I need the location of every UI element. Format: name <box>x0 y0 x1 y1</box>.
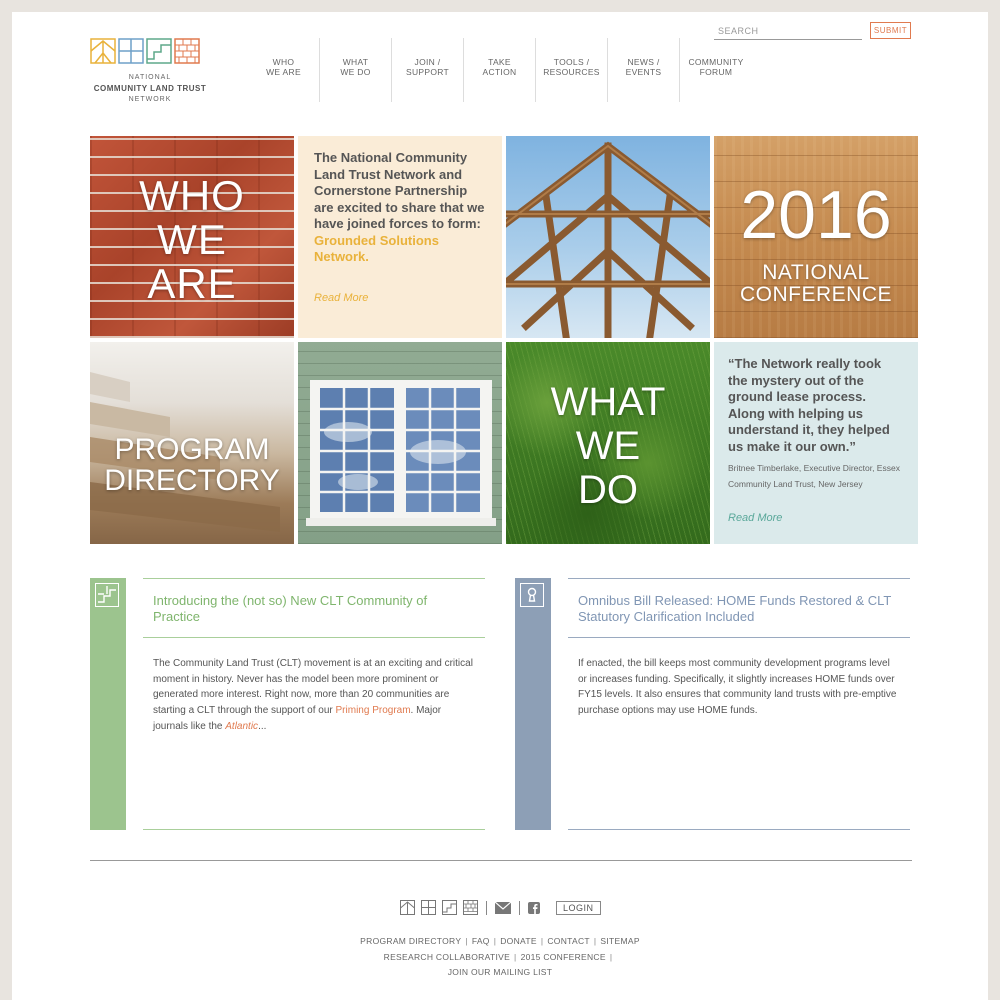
nav-label: WHO <box>272 57 295 67</box>
article-body <box>568 578 910 830</box>
excerpt-text: . Major journals like the <box>153 705 442 732</box>
footer-link-mailing-list[interactable]: JOIN OUR MAILING LIST <box>447 967 553 977</box>
news-highlight: Grounded Solutions Network. <box>314 232 439 264</box>
footer-link-2015-conference[interactable]: 2015 CONFERENCE <box>520 951 606 962</box>
footer-links-row-2 <box>350 950 650 966</box>
footer-divider <box>90 860 912 861</box>
nav-label: SUPPORT <box>405 67 450 77</box>
logo-house-icon <box>90 38 116 64</box>
excerpt-text: The Community Land Trust (CLT) movement is at an exciting and critical moment in history. Never has the model been more prominent or generated more interest. Right now, more than 20 communities are starting a CLT through the support of our <box>153 658 473 717</box>
logo-line-1: NATIONAL <box>128 74 172 81</box>
separator <box>519 901 520 915</box>
tile-text-line: PROGRAM <box>114 433 270 466</box>
separator: | <box>609 951 613 962</box>
nav-item-what-we-do[interactable] <box>320 38 392 102</box>
excerpt-text: ... <box>258 720 267 732</box>
nav-label: NEWS / <box>627 57 660 67</box>
feature-tiles <box>90 136 916 546</box>
separator: | <box>493 936 497 946</box>
tile-text-line: WHO <box>139 172 245 219</box>
window-image <box>298 342 502 544</box>
testimonial-author: Britnee Timberlake, Executive Director, Essex Community Land Trust, New Jersey <box>728 463 900 489</box>
nav-item-tools-resources[interactable] <box>536 38 608 102</box>
atlantic-link[interactable]: Atlantic <box>225 720 259 732</box>
article-title[interactable]: Introducing the (not so) New CLT Community of Practice <box>143 579 485 638</box>
footer-icon-row <box>400 900 601 915</box>
logo-line-2: COMMUNITY LAND TRUST <box>93 84 207 93</box>
tile-text-line: WHAT <box>550 380 666 424</box>
tile-testimonial[interactable] <box>714 342 918 544</box>
testimonial-quote: “The Network really took the mystery out of the ground lease process. Along with helping us understand it, they helped us make it our own.” <box>728 356 890 454</box>
what-we-do-title <box>506 380 710 512</box>
nav-label: TOOLS / <box>553 57 590 67</box>
logo-window-icon <box>118 38 144 64</box>
footer-link-research-collaborative[interactable]: RESEARCH COLLABORATIVE <box>383 951 511 962</box>
nav-label: WE ARE <box>266 67 301 77</box>
tile-program-directory[interactable] <box>90 342 294 544</box>
conference-title <box>714 262 918 306</box>
tile-text-line: DO <box>578 468 638 512</box>
window-icon[interactable] <box>421 900 436 915</box>
footer-link-contact[interactable]: CONTACT <box>547 936 590 946</box>
nav-label: EVENTS <box>625 67 662 77</box>
nav-label: FORUM <box>699 67 733 77</box>
tile-roof-image <box>506 136 710 338</box>
tile-text-line: DIRECTORY <box>104 464 280 497</box>
tile-text-line: WE <box>575 424 641 468</box>
news-text <box>314 150 486 266</box>
tile-window-image <box>298 342 502 544</box>
nav-item-community-forum[interactable] <box>680 38 752 102</box>
separator: | <box>465 936 468 946</box>
logo-line-3: NETWORK <box>128 96 172 103</box>
mail-icon[interactable] <box>495 902 511 914</box>
footer-link-sitemap[interactable]: SITEMAP <box>600 936 640 946</box>
nav-label: COMMUNITY <box>688 57 744 67</box>
house-icon[interactable] <box>400 900 415 915</box>
login-button[interactable]: LOGIN <box>556 901 601 915</box>
logo-icons <box>90 38 210 64</box>
nav-item-join-support[interactable] <box>392 38 464 102</box>
footer-link-faq[interactable]: FAQ <box>471 936 490 946</box>
site-logo[interactable] <box>90 38 210 118</box>
tile-2016-conference[interactable] <box>714 136 918 338</box>
nav-item-news-events[interactable] <box>608 38 680 102</box>
submit-button[interactable]: SUBMIT <box>870 22 911 39</box>
nav-label: TAKE <box>488 57 511 67</box>
roof-trusses-image <box>506 136 710 338</box>
nav-label: WE DO <box>340 67 371 77</box>
article-title[interactable]: Omnibus Bill Released: HOME Funds Restored & CLT Statutory Clarification Included <box>568 579 910 638</box>
article-excerpt: If enacted, the bill keeps most community development programs level or increases funding. Specifically, it slightly increases HOME funds over FY15 levels. It also ensures that community land trusts with pre-emptive purchase options may use HOME funds. <box>578 658 897 717</box>
tile-text-line: ARE <box>147 260 237 307</box>
footer-links-row-1 <box>350 934 650 950</box>
logo-stairs-icon <box>146 38 172 64</box>
page <box>12 12 988 1000</box>
stairs-icon <box>95 583 119 607</box>
footer-links-row-3 <box>350 965 650 981</box>
nav-label: JOIN / <box>414 57 441 67</box>
separator: | <box>514 951 517 962</box>
program-directory-title <box>90 434 294 496</box>
news-body: The National Community Land Trust Network and Cornerstone Partnership are excited to share that we have joined forces to form: <box>314 150 485 231</box>
tile-news-announcement[interactable] <box>298 136 502 338</box>
footer-link-donate[interactable]: DONATE <box>500 936 537 946</box>
keyhole-icon <box>520 583 544 607</box>
tile-who-title <box>90 174 294 306</box>
priming-program-link[interactable]: Priming Program <box>335 705 411 717</box>
footer-links <box>350 934 650 981</box>
article-body <box>143 578 485 830</box>
separator: | <box>540 936 544 946</box>
tile-who-we-are[interactable] <box>90 136 294 338</box>
testimonial-read-more-link[interactable]: Read More <box>728 512 783 524</box>
nav-item-who-we-are[interactable] <box>248 38 320 102</box>
nav-label: ACTION <box>482 67 517 77</box>
article-accent-bar <box>90 578 126 830</box>
article-accent-bar <box>515 578 551 830</box>
stairs-icon[interactable] <box>442 900 457 915</box>
conference-line: CONFERENCE <box>739 283 892 306</box>
nav-item-take-action[interactable] <box>464 38 536 102</box>
tile-what-we-do[interactable] <box>506 342 710 544</box>
footer-link-program-directory[interactable]: PROGRAM DIRECTORY <box>360 936 462 946</box>
tile-text-line: WE <box>157 216 227 263</box>
separator: | <box>593 936 597 946</box>
logo-text <box>90 72 210 105</box>
nav-label: RESOURCES <box>543 67 600 77</box>
facebook-icon[interactable] <box>528 902 540 914</box>
separator <box>486 901 487 915</box>
main-nav <box>248 38 752 102</box>
logo-brick-icon <box>174 38 200 64</box>
article-excerpt <box>143 638 485 753</box>
conference-line: NATIONAL <box>762 261 870 284</box>
brick-icon[interactable] <box>463 900 478 915</box>
news-read-more-link[interactable]: Read More <box>314 292 369 304</box>
nav-label: WHAT <box>342 57 369 67</box>
conference-year: 2016 <box>740 177 892 253</box>
